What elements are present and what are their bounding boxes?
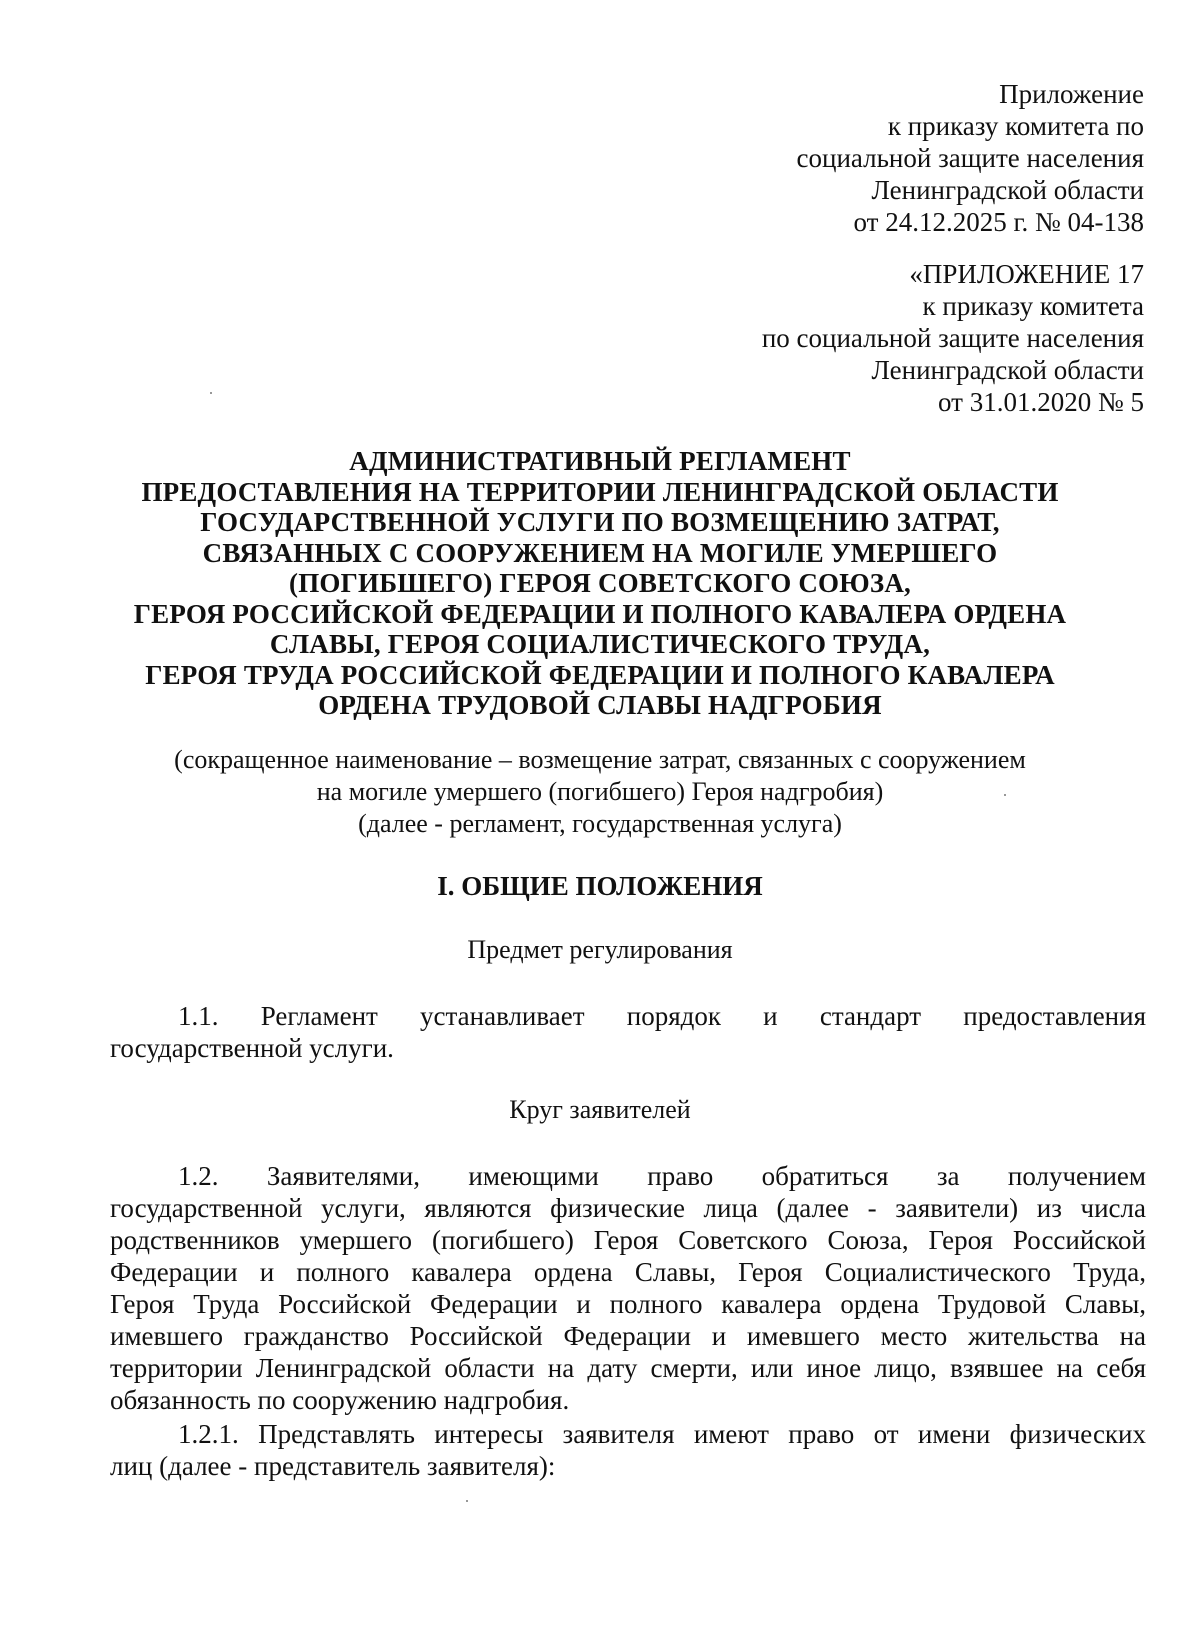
paragraph-line: имевшего гражданство Российской Федерации и имевшего место жительства на — [110, 1321, 1146, 1351]
paragraph-line: государственной услуги, являются физические лица (далее - заявители) из числа — [110, 1193, 1146, 1223]
paragraph-line: 1.1. Регламент устанавливает порядок и стандарт предоставления — [178, 1001, 1146, 1031]
title-line: ПРЕДОСТАВЛЕНИЯ НА ТЕРРИТОРИИ ЛЕНИНГРАДСКОЙ ОБЛАСТИ — [141, 476, 1059, 507]
paragraph-line: Федерации и полного кавалера ордена Славы, Героя Социалистического Труда, — [110, 1257, 1146, 1287]
approval-line: к приказу комитета по — [887, 111, 1144, 141]
title-line: СВЯЗАННЫХ С СООРУЖЕНИЕМ НА МОГИЛЕ УМЕРШЕГО — [202, 537, 998, 568]
paragraph-line: 1.2. Заявителями, имеющими право обратиться за получением — [178, 1161, 1146, 1191]
title-line: СЛАВЫ, ГЕРОЯ СОЦИАЛИСТИЧЕСКОГО ТРУДА, — [269, 629, 931, 659]
subject-heading: Предмет регулирования — [467, 935, 733, 964]
short-name-line: (сокращенное наименование – возмещение затрат, связанных с сооружением — [174, 745, 1026, 774]
approval-block — [797, 78, 1144, 238]
title-line: ГОСУДАРСТВЕННОЙ УСЛУГИ ПО ВОЗМЕЩЕНИЮ ЗАТРАТ, — [200, 507, 1000, 537]
paragraph-line: родственников умершего (погибшего) Героя Советского Союза, Героя Российской — [110, 1225, 1146, 1255]
section-heading: I. ОБЩИЕ ПОЛОЖЕНИЯ — [437, 871, 763, 901]
title-line: ГЕРОЯ РОССИЙСКОЙ ФЕДЕРАЦИИ И ПОЛНОГО КАВАЛЕРА ОРДЕНА — [133, 598, 1067, 629]
title-line: АДМИНИСТРАТИВНЫЙ РЕГЛАМЕНТ — [349, 446, 851, 476]
paragraph-line: обязанность по сооружению надгробия. — [110, 1385, 570, 1415]
paragraph-line: Героя Труда Российской Федерации и полного кавалера ордена Трудовой Славы, — [110, 1289, 1146, 1319]
previous-approval-line: к приказу комитета — [922, 291, 1144, 321]
short-name-line: на могиле умершего (погибшего) Героя надгробия) — [316, 777, 884, 806]
paragraph-line: 1.2.1. Представлять интересы заявителя имеют право от имени физических — [178, 1419, 1146, 1449]
applicants-heading: Круг заявителей — [509, 1095, 691, 1124]
title-line: (ПОГИБШЕГО) ГЕРОЯ СОВЕТСКОГО СОЮЗА, — [289, 568, 911, 598]
approval-line: Ленинградской области — [871, 175, 1144, 205]
scan-speck — [1004, 794, 1006, 796]
title-line: ГЕРОЯ ТРУДА РОССИЙСКОЙ ФЕДЕРАЦИИ И ПОЛНОГО КАВАЛЕРА — [145, 659, 1055, 690]
paragraph-line: лиц (далее - представитель заявителя): — [110, 1451, 556, 1481]
previous-approval-line: по социальной защите населения — [761, 323, 1144, 353]
paragraph-1-2 — [110, 1160, 1146, 1416]
scan-speck — [210, 392, 212, 394]
title-line: ОРДЕНА ТРУДОВОЙ СЛАВЫ НАДГРОБИЯ — [318, 690, 882, 720]
paragraph-line: территории Ленинградской области на дату смерти, или иное лицо, взявшее на себя — [110, 1353, 1146, 1383]
document-title — [100, 446, 1100, 721]
approval-line: Приложение — [999, 79, 1144, 109]
approval-line: социальной защите населения — [796, 143, 1144, 173]
short-name-line: (далее - регламент, государственная услуга) — [358, 809, 842, 838]
paragraph-1-2-1 — [110, 1418, 1146, 1482]
scan-speck — [466, 1500, 468, 1502]
previous-approval-line: Ленинградской области — [871, 355, 1144, 385]
previous-approval-line: от 31.01.2020 № 5 — [938, 387, 1144, 417]
short-name-block — [100, 744, 1100, 840]
previous-approval-line: «ПРИЛОЖЕНИЕ 17 — [909, 259, 1144, 289]
approval-line: от 24.12.2025 г. № 04-138 — [853, 207, 1144, 237]
paragraph-line: государственной услуги. — [110, 1033, 394, 1063]
paragraph-1-1 — [110, 1000, 1146, 1064]
previous-approval-block — [762, 258, 1144, 418]
